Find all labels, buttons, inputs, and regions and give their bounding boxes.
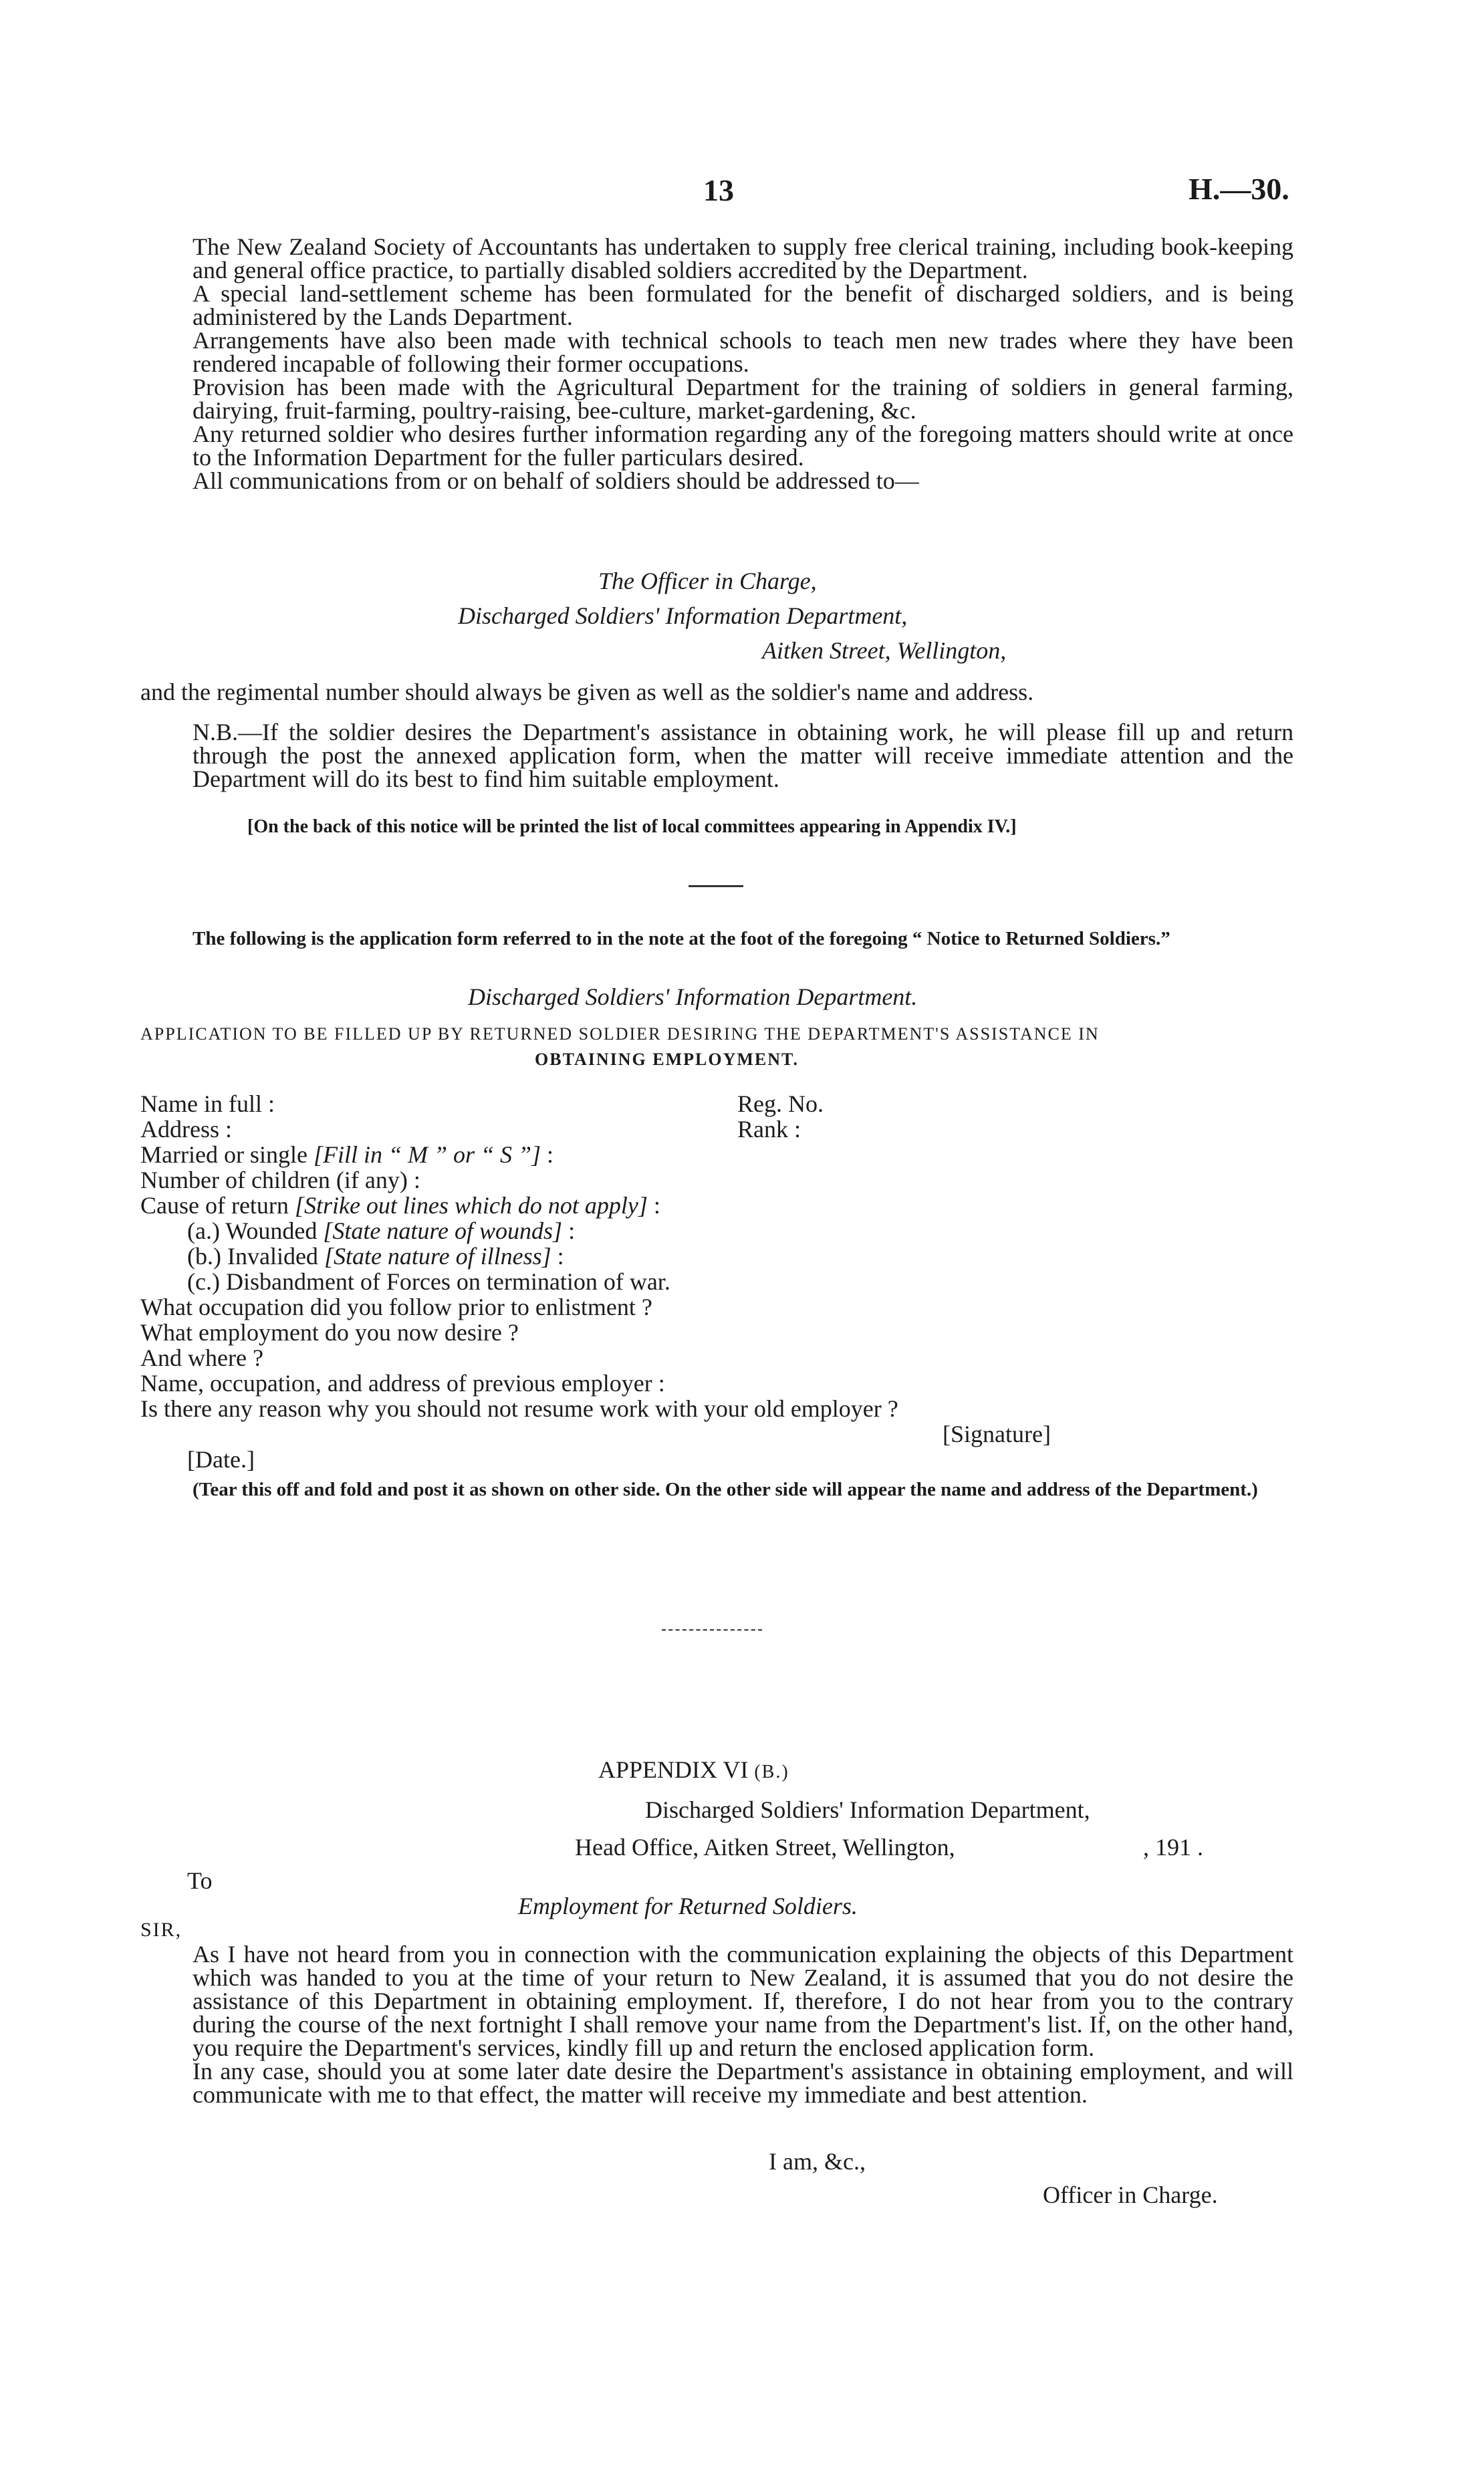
address-line: The Officer in Charge,: [598, 568, 817, 594]
form-heading: OBTAINING EMPLOYMENT.: [535, 1050, 799, 1069]
appendix-to-label: To: [187, 1867, 213, 1894]
intro-paragraph: A special land-settlement scheme has been formulated for the benefit of discharged soldiers, and is being administered by the Lands Department.: [193, 280, 1293, 330]
tear-note: (Tear this off and fold and post it as shown on other side. On the other side will appear the name and address of the Department.): [193, 1479, 1258, 1500]
form-heading: APPLICATION TO BE FILLED UP BY RETURNED SOLDIER DESIRING THE DEPARTMENT'S ASSISTANCE IN: [140, 1024, 1100, 1044]
appendix-paragraph: In any case, should you at some later date desire the Department's assistance in obtaining employment, and will communicate with me to that effect, the matter will receive my immediate and best attention.: [193, 2058, 1293, 2108]
intro-paragraph: Provision has been made with the Agricultural Department for the training of soldiers in general farming, dairying, fruit-farming, poultry-raising, bee-culture, market-gardening, &c.: [193, 374, 1293, 424]
name-label: Name in full :: [140, 1090, 275, 1117]
rank-label: Rank :: [737, 1116, 801, 1143]
where-label: And where ?: [140, 1344, 263, 1371]
form-department: Discharged Soldiers' Information Department.: [468, 983, 918, 1010]
disbandment-option: (c.) Disbandment of Forces on termination of war.: [187, 1268, 670, 1295]
date-label: [Date.]: [187, 1446, 255, 1473]
appendix-year-line: , 191 .: [1143, 1834, 1203, 1861]
section-divider: [662, 1629, 762, 1631]
intro-paragraph: Arrangements have also been made with technical schools to teach men new trades where they have been rendered incapable of following their former occupations.: [193, 327, 1293, 377]
appendix-title: APPENDIX VI (B.): [598, 1756, 789, 1783]
page-number: 13: [703, 173, 734, 207]
cause-field: Cause of return [Strike out lines which do not apply] :: [140, 1192, 660, 1219]
employer-label: Name, occupation, and address of previous employer :: [140, 1370, 665, 1397]
appendix-body: [140, 1943, 1293, 2107]
invalided-field: (b.) Invalided [State nature of illness] :: [187, 1243, 564, 1270]
back-notice: [On the back of this notice will be printed the list of local committees appearing in Appendix IV.]: [247, 816, 1017, 837]
wounded-field: (a.) Wounded [State nature of wounds] :: [187, 1217, 576, 1244]
signature-label: [Signature]: [943, 1421, 1051, 1447]
form-intro: The following is the application form referred to in the note at the foot of the foregoing “ Notice to Returned Soldiers.”: [193, 928, 1170, 949]
nb-paragraph: N.B.—If the soldier desires the Department's assistance in obtaining work, he will please fill up and return through the post the annexed application form, when the matter will receive immediate attention and the Department will do its best to find him suitable employment.: [193, 719, 1293, 792]
intro-paragraph: The New Zealand Society of Accountants has undertaken to supply free clerical training, including book-keeping and general office practice, to partially disabled soldiers accredited by the Department.: [193, 233, 1293, 283]
nb-section: [140, 721, 1293, 791]
intro-paragraph: All communications from or on behalf of soldiers should be addressed to—: [193, 467, 919, 494]
employment-label: What employment do you now desire ?: [140, 1319, 519, 1346]
after-address-text: and the regimental number should always be given as well as the soldier's name and address.: [140, 679, 1034, 705]
intro-section: [140, 235, 1293, 493]
children-label: Number of children (if any) :: [140, 1167, 420, 1193]
appendix-office-line: Head Office, Aitken Street, Wellington,: [575, 1834, 955, 1861]
appendix-dept-line: Discharged Soldiers' Information Department,: [645, 1796, 1090, 1823]
document-code: H.—30.: [1189, 172, 1289, 206]
appendix-salutation: SIR,: [140, 1919, 182, 1941]
intro-paragraph: Any returned soldier who desires further information regarding any of the foregoing matters should write at once to the Information Department for the fuller particulars desired.: [193, 421, 1293, 471]
reg-label: Reg. No.: [737, 1090, 824, 1117]
address-line: Discharged Soldiers' Information Department,: [458, 602, 908, 629]
appendix-closing: I am, &c.,: [769, 2148, 866, 2175]
reason-label: Is there any reason why you should not resume work with your old employer ?: [140, 1395, 898, 1422]
address-line: Aitken Street, Wellington,: [762, 637, 1007, 664]
occupation-label: What occupation did you follow prior to enlistment ?: [140, 1294, 652, 1320]
appendix-subject: Employment for Returned Soldiers.: [518, 1893, 858, 1919]
section-divider: [689, 885, 743, 887]
married-field: Married or single [Fill in “ M ” or “ S ”] :: [140, 1141, 554, 1168]
address-label: Address :: [140, 1116, 232, 1143]
appendix-paragraph: As I have not heard from you in connection with the communication explaining the objects of this Department which was handed to you at the time of your return to New Zealand, it is assumed that you do not desire the assistance of this Department in obtaining employment. If, therefore, I do not hear from you to the contrary during the course of the next fortnight I shall remove your name from the Department's list. If, on the other hand, you require the Department's services, kindly fill up and return the enclosed application form.: [193, 1941, 1293, 2061]
appendix-signoff: Officer in Charge.: [1043, 2181, 1218, 2208]
